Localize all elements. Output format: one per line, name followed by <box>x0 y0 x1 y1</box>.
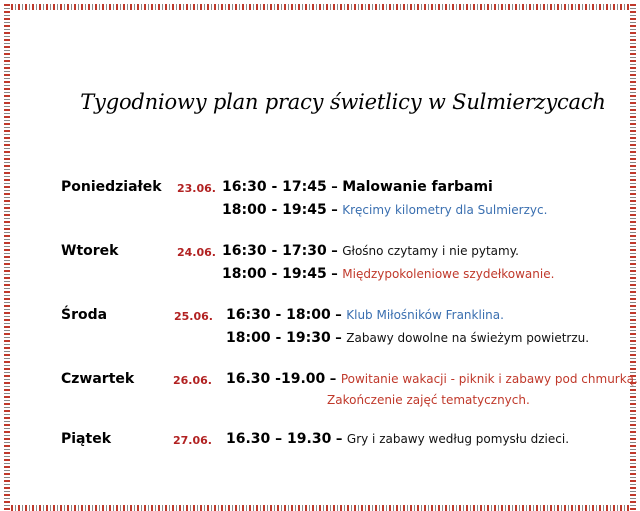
schedule-row <box>0 264 640 288</box>
day-date: 27.06. <box>173 434 212 447</box>
schedule-row <box>0 328 640 352</box>
day-name: Wtorek <box>61 243 119 259</box>
entry-activity: Malowanie farbami <box>342 179 493 195</box>
entry-activity: Powitanie wakacji - piknik i zabawy pod chmurką. <box>340 372 638 386</box>
entry-activity: Głośno czytamy i nie pytamy. <box>342 244 519 258</box>
entry-separator: – <box>331 432 347 447</box>
entry-time: 16:30 - 18:00 <box>226 307 331 323</box>
schedule-row <box>0 369 640 393</box>
schedule-row <box>0 391 640 415</box>
schedule-entry <box>226 371 638 387</box>
day-name: Poniedziałek <box>61 179 162 195</box>
page-border-top <box>4 4 636 10</box>
schedule-entry <box>222 179 493 195</box>
day-date: 25.06. <box>174 310 213 323</box>
entry-separator: – <box>326 180 343 195</box>
day-date: 26.06. <box>173 374 212 387</box>
entry-activity: Kręcimy kilometry dla Sulmierzyc. <box>342 203 548 217</box>
schedule-entry <box>226 431 569 447</box>
entry-activity: Klub Miłośników Franklina. <box>346 308 504 322</box>
entry-separator: – <box>330 308 347 323</box>
entry-separator: – <box>326 267 343 282</box>
entry-activity: Międzypokoleniowe szydełkowanie. <box>342 267 555 281</box>
day-date: 23.06. <box>177 182 216 195</box>
day-name: Czwartek <box>61 371 135 387</box>
entry-time: 18:00 - 19:45 <box>222 266 327 282</box>
schedule-entry <box>222 202 547 218</box>
entry-time: 18:00 - 19:45 <box>222 202 327 218</box>
day-name: Piątek <box>61 431 112 447</box>
entry-time: 16:30 - 17:30 <box>222 243 327 259</box>
schedule-entry <box>222 243 519 259</box>
entry-separator: – <box>326 203 343 218</box>
schedule-row <box>0 429 640 453</box>
entry-activity: Zakończenie zajęć tematycznych. <box>327 393 530 407</box>
entry-activity: Zabawy dowolne na świeżym powietrzu. <box>346 331 590 345</box>
entry-time: 16:30 - 17:45 <box>222 179 327 195</box>
schedule-entry <box>222 266 554 282</box>
page-title: Tygodniowy plan pracy świetlicy w Sulmierzycach <box>80 90 606 114</box>
entry-separator: – <box>325 372 341 387</box>
schedule-entry <box>226 330 589 346</box>
schedule-row <box>0 200 640 224</box>
day-name: Środa <box>61 307 108 323</box>
entry-separator: – <box>330 331 347 346</box>
day-date: 24.06. <box>177 246 216 259</box>
schedule-row <box>0 177 640 201</box>
entry-time: 16.30 – 19.30 <box>226 431 332 447</box>
schedule-row <box>0 305 640 329</box>
page-border-bottom <box>4 505 636 511</box>
schedule-row <box>0 241 640 265</box>
schedule-entry <box>226 307 504 323</box>
entry-time: 16.30 -19.00 <box>226 371 326 387</box>
entry-activity: Gry i zabawy według pomysłu dzieci. <box>346 432 570 446</box>
schedule-entry <box>327 393 530 407</box>
entry-time: 18:00 - 19:30 <box>226 330 331 346</box>
entry-separator: – <box>326 244 343 259</box>
